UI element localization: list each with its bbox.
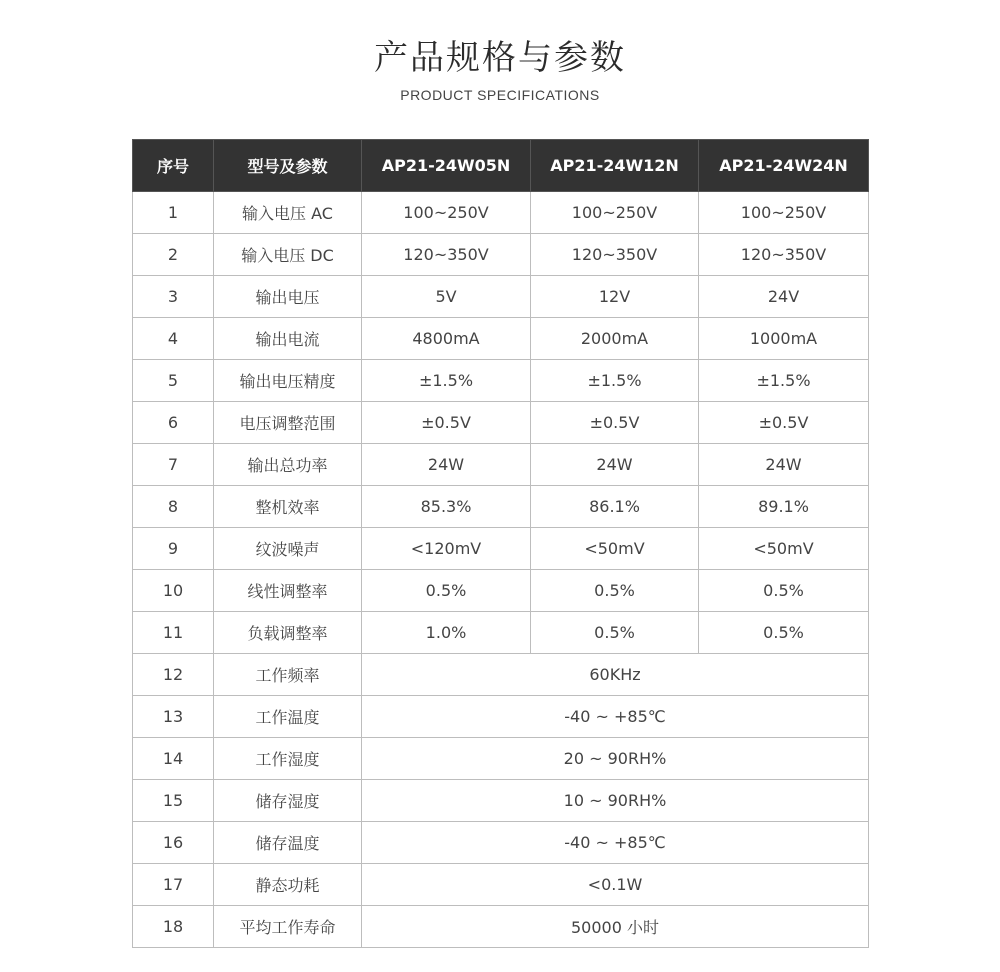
shared-value-cell: 50000 小时 bbox=[362, 906, 869, 948]
value-cell: 100~250V bbox=[362, 192, 531, 234]
value-cell: 2000mA bbox=[531, 318, 699, 360]
value-cell: 0.5% bbox=[362, 570, 531, 612]
value-cell: 100~250V bbox=[531, 192, 699, 234]
value-cell: 89.1% bbox=[699, 486, 869, 528]
parameter-name-cell: 工作温度 bbox=[214, 696, 362, 738]
row-index-cell: 8 bbox=[133, 486, 214, 528]
parameter-name-cell: 输入电压 AC bbox=[214, 192, 362, 234]
row-index-cell: 6 bbox=[133, 402, 214, 444]
parameter-name-cell: 静态功耗 bbox=[214, 864, 362, 906]
parameter-name-cell: 输入电压 DC bbox=[214, 234, 362, 276]
value-cell: 0.5% bbox=[699, 612, 869, 654]
row-index-cell: 9 bbox=[133, 528, 214, 570]
value-cell: <50mV bbox=[699, 528, 869, 570]
value-cell: 1000mA bbox=[699, 318, 869, 360]
header-index: 序号 bbox=[133, 140, 214, 192]
row-index-cell: 1 bbox=[133, 192, 214, 234]
value-cell: 86.1% bbox=[531, 486, 699, 528]
value-cell: 120~350V bbox=[531, 234, 699, 276]
value-cell: 0.5% bbox=[531, 612, 699, 654]
parameter-name-cell: 工作湿度 bbox=[214, 738, 362, 780]
header-model-24n: AP21-24W24N bbox=[699, 140, 869, 192]
table-row bbox=[133, 864, 869, 906]
table-row bbox=[133, 906, 869, 948]
row-index-cell: 16 bbox=[133, 822, 214, 864]
value-cell: 85.3% bbox=[362, 486, 531, 528]
row-index-cell: 10 bbox=[133, 570, 214, 612]
parameter-name-cell: 输出电压精度 bbox=[214, 360, 362, 402]
value-cell: ±1.5% bbox=[362, 360, 531, 402]
row-index-cell: 14 bbox=[133, 738, 214, 780]
row-index-cell: 7 bbox=[133, 444, 214, 486]
header-model-12n: AP21-24W12N bbox=[531, 140, 699, 192]
parameter-name-cell: 电压调整范围 bbox=[214, 402, 362, 444]
table-row bbox=[133, 528, 869, 570]
parameter-name-cell: 输出电压 bbox=[214, 276, 362, 318]
value-cell: 1.0% bbox=[362, 612, 531, 654]
value-cell: 0.5% bbox=[531, 570, 699, 612]
parameter-name-cell: 输出总功率 bbox=[214, 444, 362, 486]
table-row bbox=[133, 822, 869, 864]
value-cell: 24V bbox=[699, 276, 869, 318]
value-cell: <50mV bbox=[531, 528, 699, 570]
value-cell: 5V bbox=[362, 276, 531, 318]
value-cell: 12V bbox=[531, 276, 699, 318]
value-cell: 4800mA bbox=[362, 318, 531, 360]
value-cell: 24W bbox=[362, 444, 531, 486]
table-row bbox=[133, 696, 869, 738]
row-index-cell: 4 bbox=[133, 318, 214, 360]
row-index-cell: 12 bbox=[133, 654, 214, 696]
shared-value-cell: 10 ~ 90RH% bbox=[362, 780, 869, 822]
table-row bbox=[133, 570, 869, 612]
value-cell: <120mV bbox=[362, 528, 531, 570]
value-cell: 120~350V bbox=[699, 234, 869, 276]
row-index-cell: 18 bbox=[133, 906, 214, 948]
table-row bbox=[133, 318, 869, 360]
table-row bbox=[133, 192, 869, 234]
table-row bbox=[133, 402, 869, 444]
parameter-name-cell: 整机效率 bbox=[214, 486, 362, 528]
shared-value-cell: 60KHz bbox=[362, 654, 869, 696]
value-cell: 120~350V bbox=[362, 234, 531, 276]
page-subtitle: PRODUCT SPECIFICATIONS bbox=[400, 87, 600, 103]
value-cell: ±1.5% bbox=[531, 360, 699, 402]
row-index-cell: 2 bbox=[133, 234, 214, 276]
table-row bbox=[133, 276, 869, 318]
value-cell: 100~250V bbox=[699, 192, 869, 234]
table-row bbox=[133, 654, 869, 696]
table-row bbox=[133, 612, 869, 654]
page-title: 产品规格与参数 bbox=[374, 38, 626, 78]
table-row bbox=[133, 486, 869, 528]
header-parameter: 型号及参数 bbox=[214, 140, 362, 192]
value-cell: 0.5% bbox=[699, 570, 869, 612]
shared-value-cell: -40 ~ +85℃ bbox=[362, 822, 869, 864]
parameter-name-cell: 平均工作寿命 bbox=[214, 906, 362, 948]
value-cell: ±0.5V bbox=[362, 402, 531, 444]
shared-value-cell: 20 ~ 90RH% bbox=[362, 738, 869, 780]
spec-table bbox=[132, 139, 869, 948]
table-row bbox=[133, 234, 869, 276]
table-row bbox=[133, 780, 869, 822]
row-index-cell: 11 bbox=[133, 612, 214, 654]
table-body bbox=[133, 192, 869, 948]
row-index-cell: 5 bbox=[133, 360, 214, 402]
row-index-cell: 17 bbox=[133, 864, 214, 906]
value-cell: ±0.5V bbox=[699, 402, 869, 444]
value-cell: 24W bbox=[699, 444, 869, 486]
table-header-row bbox=[133, 140, 869, 192]
parameter-name-cell: 储存温度 bbox=[214, 822, 362, 864]
parameter-name-cell: 纹波噪声 bbox=[214, 528, 362, 570]
row-index-cell: 15 bbox=[133, 780, 214, 822]
parameter-name-cell: 储存湿度 bbox=[214, 780, 362, 822]
parameter-name-cell: 输出电流 bbox=[214, 318, 362, 360]
value-cell: ±1.5% bbox=[699, 360, 869, 402]
row-index-cell: 13 bbox=[133, 696, 214, 738]
parameter-name-cell: 工作频率 bbox=[214, 654, 362, 696]
table-row bbox=[133, 444, 869, 486]
parameter-name-cell: 线性调整率 bbox=[214, 570, 362, 612]
table-row bbox=[133, 360, 869, 402]
value-cell: ±0.5V bbox=[531, 402, 699, 444]
shared-value-cell: -40 ~ +85℃ bbox=[362, 696, 869, 738]
parameter-name-cell: 负载调整率 bbox=[214, 612, 362, 654]
header-model-05n: AP21-24W05N bbox=[362, 140, 531, 192]
table-row bbox=[133, 738, 869, 780]
value-cell: 24W bbox=[531, 444, 699, 486]
shared-value-cell: <0.1W bbox=[362, 864, 869, 906]
row-index-cell: 3 bbox=[133, 276, 214, 318]
